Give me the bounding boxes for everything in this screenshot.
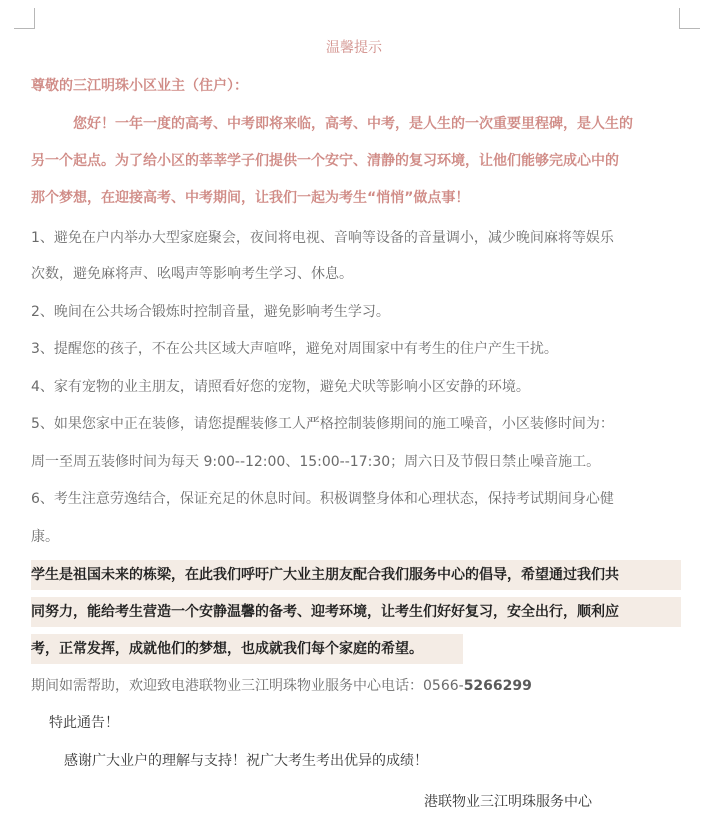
guideline-item-3: 3、提醒您的孩子，不在公共区域大声喧哗，避免对周围家中有考生的住户产生干扰。 [31,341,558,357]
contact-prefix: 期间如需帮助，欢迎致电港联物业三江明珠物业服务中心电话：0566- [31,678,464,694]
appeal-line: 考，正常发挥，成就他们的梦想，也成就我们每个家庭的希望。 [31,641,423,657]
appeal-line: 学生是祖国未来的栋梁，在此我们呼吁广大业主朋友配合我们服务中心的倡导，希望通过我们共 [31,567,619,583]
appeal-line: 同努力，能给考生营造一个安静温馨的备考、迎考环境，让考生们好好复习，安全出行，顺利应 [31,604,619,620]
document-title: 温馨提示 [326,40,382,56]
guideline-item-1: 1、避免在户内举办大型家庭聚会，夜间将电视、音响等设备的音量调小，减少晚间麻将等娱乐 [31,230,614,246]
guideline-item-1-cont: 次数，避免麻将声、吆喝声等影响考生学习、休息。 [31,266,353,282]
greeting: 尊敬的三江明珠小区业主（住户）： [31,78,248,94]
intro-line: 您好！一年一度的高考、中考即将来临，高考、中考，是人生的一次重要里程碑，是人生的 [31,116,633,132]
intro-line: 另一个起点。为了给小区的莘莘学子们提供一个安宁、清静的复习环境，让他们能够完成心中的 [31,153,619,169]
phone-number: 5266299 [463,678,532,694]
guideline-item-6-cont: 康。 [31,529,59,545]
notice: 特此通告！ [49,715,119,731]
thanks: 感谢广大业户的理解与支持！祝广大考生考出优异的成绩！ [64,753,428,769]
intro-line: 那个梦想，在迎接高考、中考期间，让我们一起为考生“悄悄”做点事！ [31,190,470,206]
guideline-item-6: 6、考生注意劳逸结合，保证充足的休息时间。积极调整身体和心理状态，保持考试期间身心健 [31,491,614,507]
contact-line [31,676,532,696]
guideline-item-4: 4、家有宠物的业主朋友，请照看好您的宠物，避免犬吠等影响小区安静的环境。 [31,379,530,395]
guideline-item-5: 5、如果您家中正在装修，请您提醒装修工人严格控制装修期间的施工噪音，小区装修时间为： [31,416,614,432]
page-corner-top-left [14,8,35,29]
guideline-item-5-cont: 周一至周五装修时间为每天 9:00--12:00、15:00--17:30；周六日及节假日禁止噪音施工。 [31,454,601,470]
guideline-item-2: 2、晚间在公共场合锻炼时控制音量，避免影响考生学习。 [31,304,390,320]
page-corner-top-right [679,8,700,29]
signature: 港联物业三江明珠服务中心 [424,794,592,810]
